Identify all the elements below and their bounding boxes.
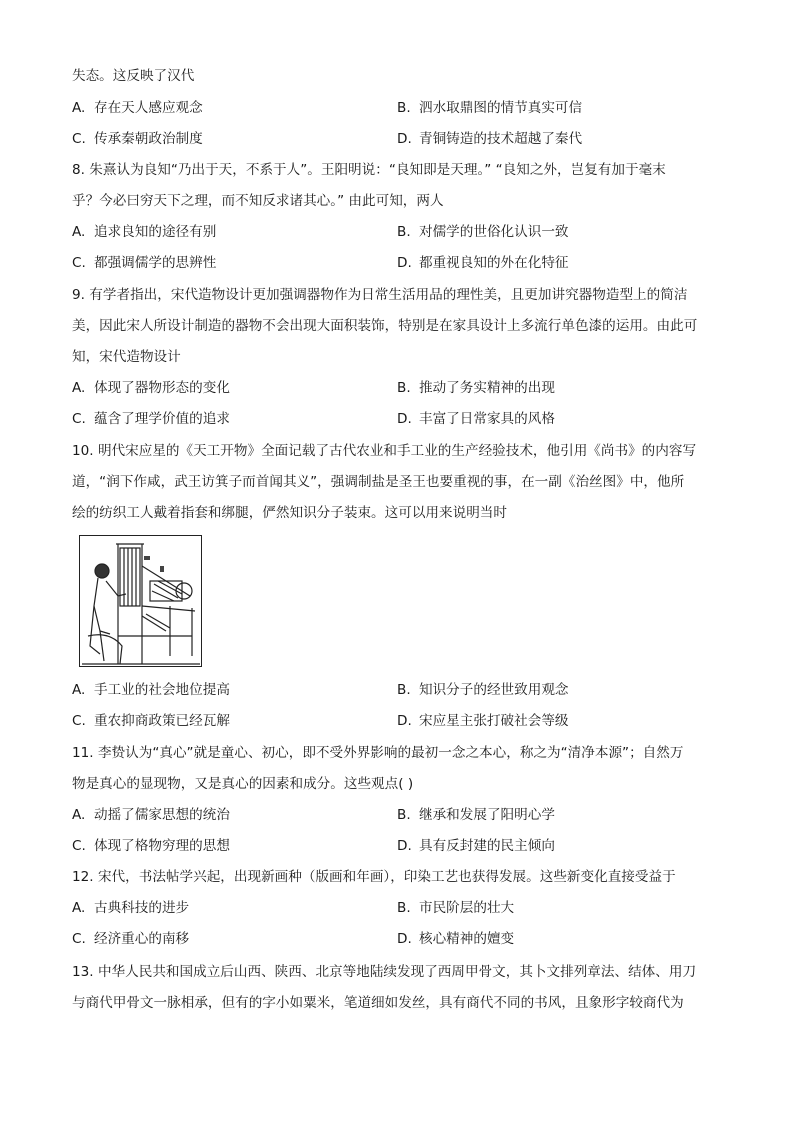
q7-option-d: D. 青铜铸造的技术超越了秦代: [397, 131, 583, 147]
q8-stem-line1: 8. 朱熹认为良知“乃出于天，不系于人”。王阳明说：“良知即是天理。” “良知之外，岂复有加于毫末: [72, 162, 666, 178]
weaving-loom-illustration: [79, 535, 202, 667]
q9-stem-line2: 美，因此宋人所设计制造的器物不会出现大面积装饰，特别是在家具设计上多流行单色漆的运用。由此可: [72, 318, 698, 334]
q9-stem-line3: 知，宋代造物设计: [72, 349, 181, 365]
q10-option-c: C. 重农抑商政策已经瓦解: [72, 713, 230, 729]
q12-option-c: C. 经济重心的南移: [72, 931, 190, 947]
q7-option-c: C. 传承秦朝政治制度: [72, 131, 203, 147]
loom-drawing-icon: [80, 536, 201, 666]
q8-option-c: C. 都强调儒学的思辨性: [72, 255, 217, 271]
q13-stem-line1: 13. 中华人民共和国成立后山西、陕西、北京等地陆续发现了西周甲骨文，其卜文排列章法、结体、用刀: [72, 964, 697, 980]
q8-option-a: A. 追求良知的途径有别: [72, 224, 217, 240]
q12-option-b: B. 市民阶层的壮大: [397, 900, 515, 916]
q9-option-d: D. 丰富了日常家具的风格: [397, 411, 555, 427]
q9-stem-line1: 9. 有学者指出，宋代造物设计更加强调器物作为日常生活用品的理性美，且更加讲究器物造型上的简洁: [72, 287, 688, 303]
q8-option-d: D. 都重视良知的外在化特征: [397, 255, 569, 271]
q9-option-c: C. 蕴含了理学价值的追求: [72, 411, 230, 427]
q11-option-a: A. 动摇了儒家思想的统治: [72, 807, 230, 823]
q10-option-a: A. 手工业的社会地位提高: [72, 682, 230, 698]
q12-option-d: D. 核心精神的嬗变: [397, 931, 515, 947]
q11-option-d: D. 具有反封建的民主倾向: [397, 838, 555, 854]
q8-option-b: B. 对儒学的世俗化认识一致: [397, 224, 569, 240]
q10-stem-line3: 绘的纺织工人戴着指套和绑腿，俨然知识分子装束。这可以用来说明当时: [72, 505, 507, 521]
q9-option-b: B. 推动了务实精神的出现: [397, 380, 555, 396]
q11-stem-line1: 11. 李贽认为“真心”就是童心、初心，即不受外界影响的最初一念之本心，称之为“清净本源”；自然万: [72, 745, 684, 761]
q11-option-c: C. 体现了格物穷理的思想: [72, 838, 230, 854]
q11-option-b: B. 继承和发展了阳明心学: [397, 807, 555, 823]
q11-stem-line2: 物是真心的显现物，又是真心的因素和成分。这些观点( ): [72, 776, 414, 792]
q13-stem-line2: 与商代甲骨文一脉相承，但有的字小如粟米，笔道细如发丝，具有商代不同的书风，且象形字较商代为: [72, 995, 684, 1011]
q9-option-a: A. 体现了器物形态的变化: [72, 380, 230, 396]
q7-option-a: A. 存在天人感应观念: [72, 100, 203, 116]
q10-option-d: D. 宋应星主张打破社会等级: [397, 713, 569, 729]
q10-stem-line1: 10. 明代宋应星的《天工开物》全面记载了古代农业和手工业的生产经验技术，他引用《尚书》的内容写: [72, 443, 697, 459]
q12-stem-line1: 12. 宋代，书法帖学兴起，出现新画种（版画和年画），印染工艺也获得发展。这些新变化直接受益于: [72, 869, 676, 885]
q7-option-b: B. 泗水取鼎图的情节真实可信: [397, 100, 583, 116]
q7-stem-tail: 失态。这反映了汉代: [72, 68, 195, 84]
q10-option-b: B. 知识分子的经世致用观念: [397, 682, 569, 698]
q10-stem-line2: 道，“润下作咸，武王访箕子而首闻其义”，强调制盐是圣王也要重视的事，在一副《治丝图》中，他所: [72, 474, 685, 490]
q8-stem-line2: 乎？今必曰穷天下之理，而不知反求诸其心。” 由此可知，两人: [72, 193, 444, 209]
q12-option-a: A. 古典科技的进步: [72, 900, 190, 916]
